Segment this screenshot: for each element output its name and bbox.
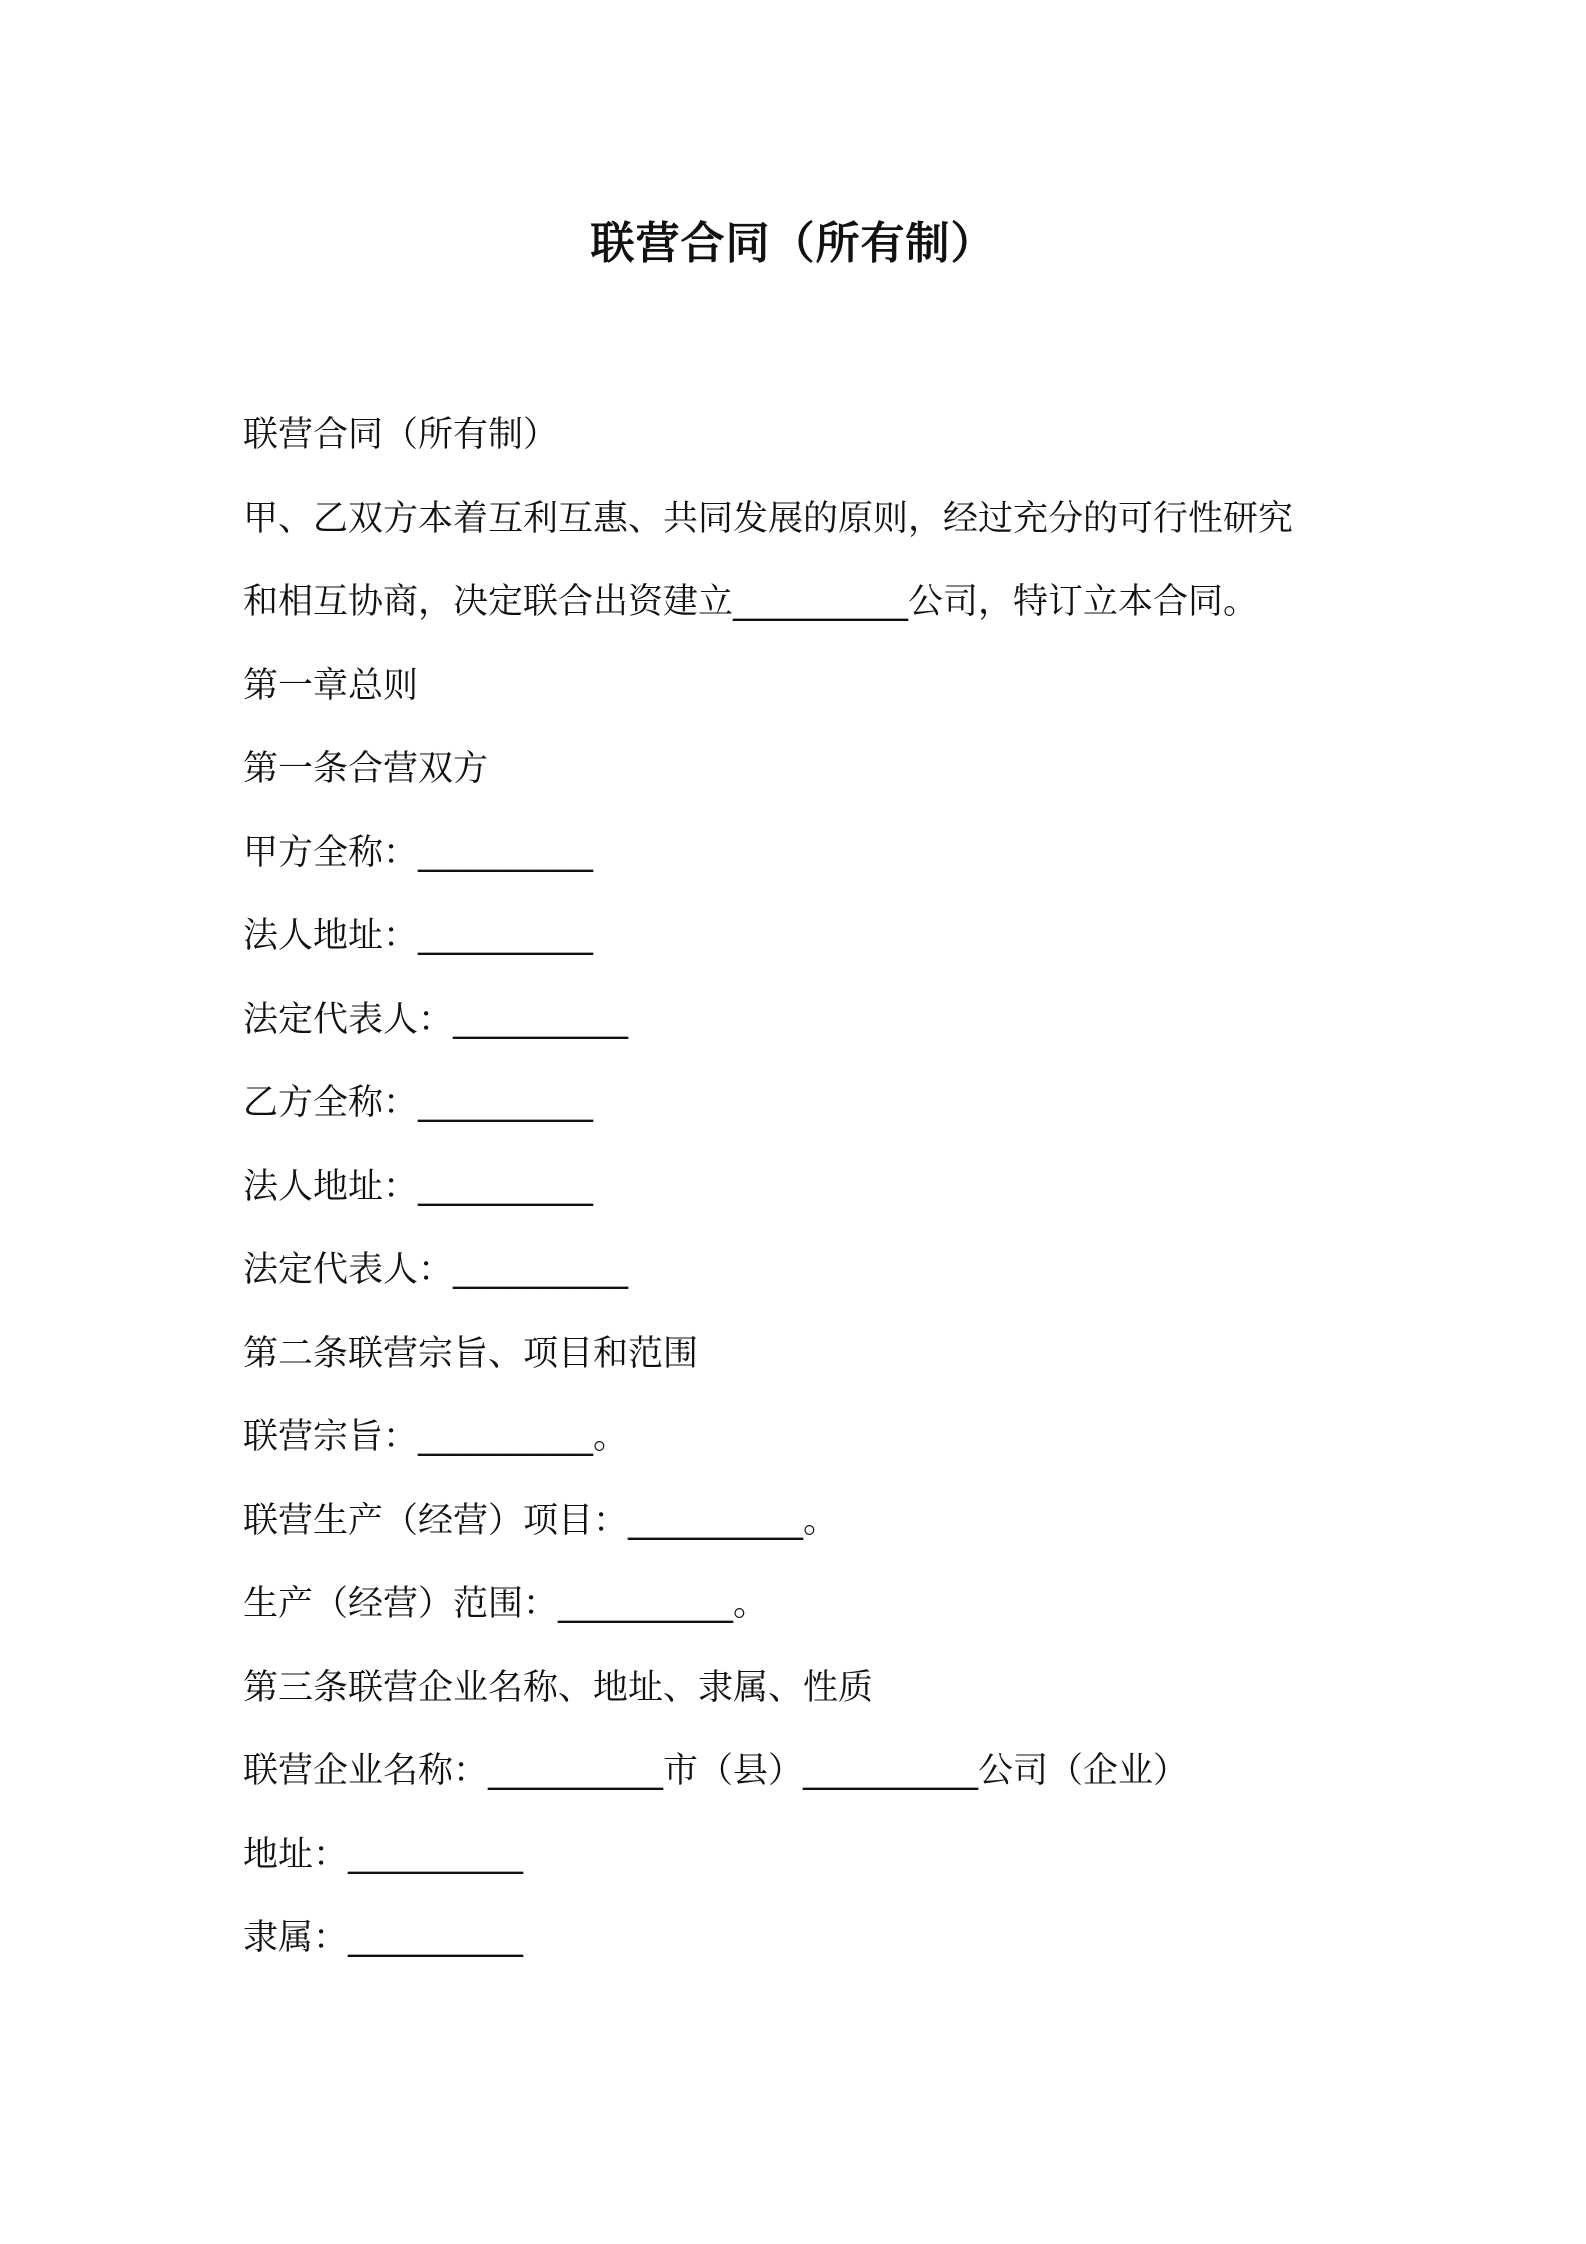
scope-field: 生产（经营）范围：__________。: [243, 1584, 769, 1624]
chapter-heading: 第一章总则: [243, 665, 419, 706]
party-a-address-field: 法人地址：__________: [243, 916, 594, 956]
party-a-representative-field: 法定代表人：__________: [243, 999, 629, 1040]
party-b-representative-field: 法定代表人：__________: [243, 1250, 629, 1290]
affiliation-field: 隶属：__________: [243, 1918, 524, 1958]
document-body: [243, 408, 1383, 1995]
preamble-line-1: 甲、乙双方本着互利互惠、共同发展的原则，经过充分的可行性研究: [243, 498, 1294, 539]
enterprise-address-field: 地址：__________: [243, 1834, 524, 1875]
contract-name-line: 联营合同（所有制）: [243, 415, 559, 455]
party-b-address-field: 法人地址：__________: [243, 1166, 594, 1207]
enterprise-name-field: 联营企业名称：__________市（县）__________公司（企业）: [243, 1751, 1189, 1791]
article-1-heading: 第一条合营双方: [243, 749, 489, 789]
article-3-heading: 第三条联营企业名称、地址、隶属、性质: [243, 1667, 874, 1708]
preamble-line-2: 和相互协商，决定联合出资建立__________公司，特订立本合同。: [243, 582, 1259, 622]
project-field: 联营生产（经营）项目：__________。: [243, 1500, 839, 1541]
document-title: 联营合同（所有制）: [590, 218, 996, 269]
party-b-name-field: 乙方全称：__________: [243, 1083, 594, 1123]
party-a-name-field: 甲方全称：__________: [243, 832, 594, 873]
article-2-heading: 第二条联营宗旨、项目和范围: [243, 1333, 699, 1374]
purpose-field: 联营宗旨：__________。: [243, 1417, 629, 1457]
